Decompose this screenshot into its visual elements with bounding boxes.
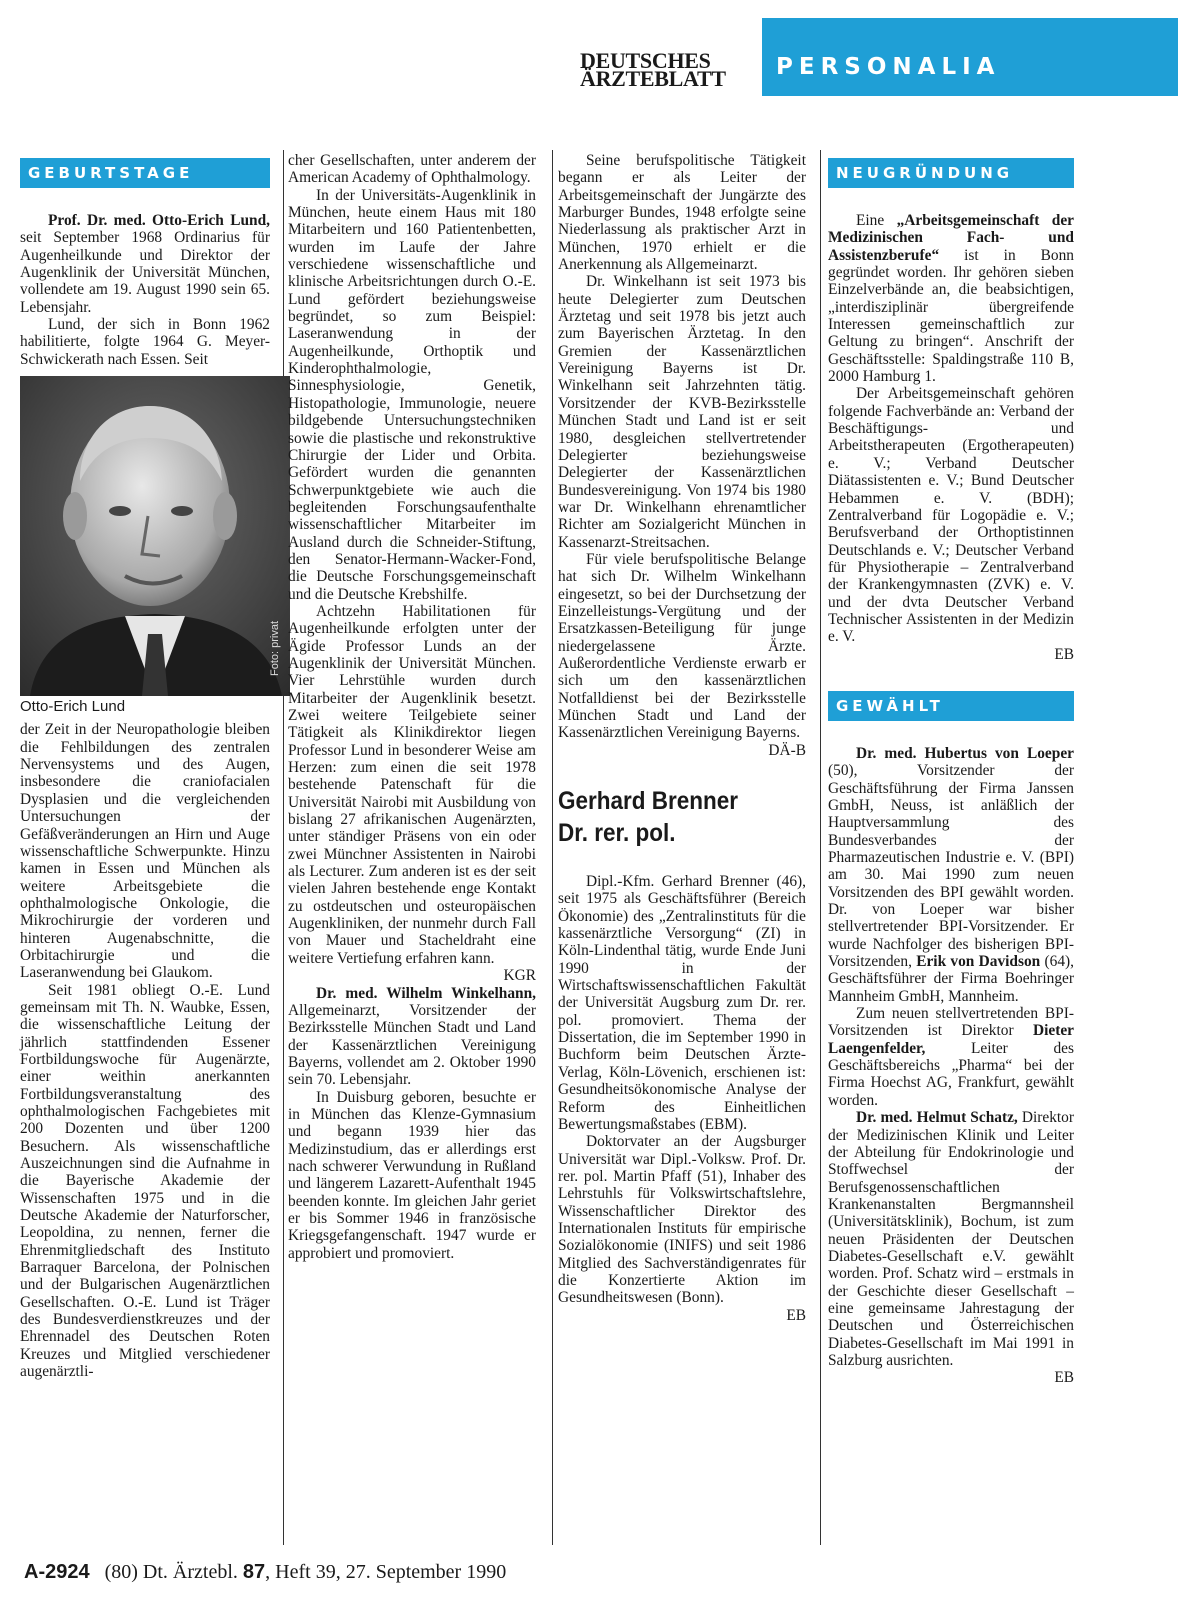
column-divider: [283, 150, 284, 1545]
page-number: A-2924: [24, 1561, 90, 1583]
paragraph: Eine „Arbeitsgemeinschaft der Medizinischen Fach- und Assistenzberufe“ ist in Bonn gegründet worden. Ihr gehören sieben Einzelverbände an, die beabsichtigen, „interdisziplinär übergreifende Interessen gemeinschaftlich zur Geltung zu bringen“. Anschrift der Geschäftsstelle: Spaldingstraße 110 B, 2000 Hamburg 1.: [828, 212, 1074, 386]
paragraph: Dr. med. Wilhelm Winkelhann, Allgemeinarzt, Vorsitzender der Bezirksstelle München Stadt und Land der Kassenärztlichen Vereinigung Bayerns, vollendet am 2. Oktober 1990 sein 70. Lebensjahr.: [288, 984, 536, 1089]
column-2: [288, 152, 536, 1262]
section-header-neugruendung: NEUGRÜNDUNG: [828, 158, 1074, 188]
person-name: Dieter Laengenfelder,: [828, 1022, 1074, 1057]
column-divider: [820, 150, 821, 1545]
paragraph: Seit 1981 obliegt O.-E. Lund gemeinsam mit Th. N. Waubke, Essen, die wissenschaftliche Leitung der jährlich stattfindenden Essener Fortbildungswoche für Augenärzte, einer weithin anerkannten Fortbildungsveranstaltung des ophthalmologischen Fachgebietes mit 200 Dozenten und über 1200 Besuchern. Als wissenschaftliche Auszeichnungen sind die Aufnahme in die Bayerische Akademie der Wissenschaften 1975 und in die Deutsche Akademie der Naturforscher, Leopoldina, zu nennen, ferner die Ehrenmitgliedschaft des Instituto Barraquer Barcelona, der Polnischen und der Bulgarischen Augenärztlichen Gesellschaften. O.-E. Lund ist Träger des Bundesverdienstkreuzes und der Ehrennadel des Deutschen Roten Kreuzes und Mitglied verschiedener augenärztli-: [20, 981, 270, 1381]
paragraph: Zum neuen stellvertretenden BPI-Vorsitzenden ist Direktor Dieter Laengenfelder, Leiter des Geschäftsbereichs „Pharma“ bei der Firma Hoechst AG, Frankfurt, gewählt worden.: [828, 1005, 1074, 1109]
section-header-geburtstage: GEBURTSTAGE: [20, 158, 270, 188]
paragraph: Doktorvater an der Augsburger Universität war Dipl.-Volksw. Prof. Dr. rer. pol. Martin Pfaff (51), Inhaber des Lehrstuhls für Volkswirtschaftslehre, Wissenschaftlicher Direktor des Internationalen Instituts für empirische Sozialökonomie (INIFS) und seit 1986 Mitglied des Sachverständigenrates für die Konzertierte Aktion im Gesundheitswesen (Bonn).: [558, 1133, 806, 1307]
person-name: Dr. med. Hubertus von Loeper: [856, 744, 1074, 762]
person-name: Dr. med. Wilhelm Winkelhann,: [316, 984, 536, 1002]
paragraph: Dr. med. Hubertus von Loeper (50), Vorsitzender der Geschäftsführung der Firma Janssen GmbH, Neuss, ist anläßlich der Hauptversammlung des Bundesverbandes der Pharmazeutischen Industrie e. V. (BPI) am 30. Mai 1990 zum neuen Vorsitzenden des BPI gewählt worden. Dr. von Loeper war bisher stellvertretender BPI-Vorsitzender. Er wurde Nachfolger des bisherigen BPI-Vorsitzenden, Erik von Davidson (64), Geschäftsführer der Firma Boehringer Mannheim GmbH, Mannheim.: [828, 744, 1074, 1005]
column-3: [558, 152, 806, 1324]
paragraph: In Duisburg geboren, besuchte er in München das Klenze-Gymnasium und begann 1939 hier das Medizinstudium, das er allerdings erst nach schwerer Verwundung in Rußland und längerem Lazarett-Aufenthalt 1945 beenden konnte. Im gleichen Jahr geriet er bis Sommer 1946 in französische Kriegsgefangenschaft. 1947 wurde er approbiert und promoviert.: [288, 1088, 536, 1262]
author-signature: KGR: [503, 967, 536, 985]
page-footer: [24, 1561, 506, 1584]
portrait-image: [20, 376, 290, 696]
column-4: [828, 152, 1074, 1387]
paragraph: Dr. med. Helmut Schatz, Direktor der Medizinischen Klinik und Leiter der Abteilung für Endokrinologie und Stoffwechsel der Berufsgenossenschaftlichen Krankenanstalten Bergmannsheil (Universitätsklinik), Bochum, ist zum neuen Präsidenten der Deutschen Diabetes-Gesellschaft e.V. gewählt worden. Prof. Schatz wird – erstmals in der Geschichte dieser Gesellschaft – eine gemeinsame Jahrestagung der Deutschen und Österreichischen Diabetes-Gesellschaft im Mai 1991 in Salzburg ausrichten.: [828, 1109, 1074, 1369]
organization-name: „Arbeitsgemeinschaft der Medizinischen Fach- und Assistenzberufe“: [828, 212, 1074, 264]
section-header-gewaehlt: GEWÄHLT: [828, 691, 1074, 721]
person-name: Erik von Davidson: [916, 953, 1041, 971]
issue-info: (80) Dt. Ärztebl.: [104, 1561, 243, 1583]
masthead-line1: DEUTSCHES: [580, 48, 711, 73]
author-signature: DÄ-B: [768, 741, 806, 759]
paragraph: Prof. Dr. med. Otto-Erich Lund, seit September 1968 Ordinarius für Augenheilkunde und Direktor der Augenklinik der Universität München, vollendete am 19. August 1990 sein 65. Lebensjahr.: [20, 212, 270, 316]
column-1: [20, 152, 281, 1381]
paragraph: Seine berufspolitische Tätigkeit begann er als Leiter der Arbeitsgemeinschaft der Jungärzte des Marburger Bundes, 1948 erfolgte seine Niederlassung als praktischer Arzt in München, 1970 erhielt er die Anerkennung als Allgemeinarzt.: [558, 152, 806, 274]
author-signature: EB: [1054, 645, 1074, 663]
paragraph: Für viele berufspolitische Belange hat sich Dr. Wilhelm Winkelhann eingesetzt, so bei der Durchsetzung der Einzelleistungs-Vergütung und der Ersatzkassen-Beteiligung für junge niedergelassene Ärzte. Außerordentliche Verdienste erwarb er sich um den kassenärztlichen Notfalldienst bei der Bezirksstelle München Stadt und Land der Kassenärztlichen Vereinigung Bayerns.: [558, 550, 806, 742]
article-headline: Gerhard Brenner Dr. rer. pol.: [558, 787, 739, 848]
rubric-banner: PERSONALIA: [762, 18, 1178, 96]
person-name: Prof. Dr. med. Otto-Erich Lund,: [48, 212, 270, 229]
paragraph: cher Gesellschaften, unter anderem der American Academy of Ophthalmology.: [288, 152, 536, 187]
masthead-logo: [580, 48, 750, 92]
paragraph: Dipl.-Kfm. Gerhard Brenner (46), seit 1975 als Geschäftsführer (Bereich Ökonomie) des „Zentralinstituts für die kassenärztliche Versorgung“ (ZI) in Köln-Lindenthal tätig, wurde Ende Juni 1990 in der Wirtschaftswissenschaftlichen Fakultät der Universität Augsburg zum Dr. rer. pol. promoviert. Thema der Dissertation, die im September 1990 in Buchform beim Deutschen Ärzte-Verlag, Köln-Lövenich, erschienen ist: Gesundheitsökonomische Analyse der Reform des Einheitlichen Bewertungsmaßstabes (EBM).: [558, 873, 806, 1133]
paragraph: Der Arbeitsgemeinschaft gehören folgende Fachverbände an: Verband der Beschäftigungs- und Arbeitstherapeuten (Ergotherapeuten) e. V.; Verband Deutscher Diätassistenten e. V.; Bund Deutscher Hebammen e. V. (BDH); Zentralverband für Logopädie e. V.; Berufsverband der Orthoptistinnen Deutschlands e. V.; Deutscher Verband für Physiotherapie – Zentralverband der Krankengymnasten (ZVK) e. V. und der dvta Deutscher Verband Technischer Assistenten in der Medizin e. V.: [828, 385, 1074, 646]
photo-caption: Otto-Erich Lund: [20, 698, 126, 716]
paragraph: In der Universitäts-Augenklinik in München, heute einem Haus mit 180 Mitarbeitern und 160 Patientenbetten, wurden im Laufe der Jahre verschiedene wissenschaftliche und klinische Arbeitsrichtungen durch O.-E. Lund gefördert beziehungsweise begründet, so zum Beispiel: Laseranwendung in der Augenheilkunde, Orthoptik und Kinderophthalmologie, Sinnesphysiologie, Genetik, Histopathologie, Immunologie, neuere bildgebende Untersuchungstechniken sowie die plastische und rekonstruktive Chirurgie der Lider und Orbita. Gefördert wurden die genannten Schwerpunktgebiete wie auch die begleitenden Forschungsaufenthalte wissenschaftlicher Mitarbeiter im Ausland durch die Schneider-Stiftung, den Senator-Hermann-Wacker-Fond, die Deutsche Forschungsgemeinschaft und die Deutsche Krebshilfe.: [288, 186, 536, 603]
paragraph: der Zeit in der Neuropathologie bleiben die Fehlbildungen des zentralen Nervensystems und des Augen, insbesondere die craniofacialen Dysplasien und die vergleichenden Untersuchungen der Gefäßveränderungen an Hirn und Auge wissenschaftliche Schwerpunkte. Hinzu kamen in Essen und München als weitere Arbeitsgebiete die ophthalmologische Onkologie, die Mikrochirurgie der vorderen und hinteren Augenabschnitte, die Orbitachirurgie und die Laseranwendung bei Glaukom.: [20, 721, 270, 982]
paragraph: Dr. Winkelhann ist seit 1973 bis heute Delegierter zum Deutschen Ärztetag und seit 1978 bis jetzt auch zum Bayerischen Ärztetag. In den Gremien der Kassenärztlichen Vereinigung Bayerns ist Dr. Winkelhann seit Jahrzehnten tätig. Vorsitzender der KVB-Bezirksstelle München Stadt und Land ist er seit 1980, desgleichen stellvertretender Delegierter beziehungsweise Delegierter der Kassenärztlichen Bundesvereinigung. Von 1974 bis 1980 war Dr. Winkelhann ehrenamtlicher Richter am Sozialgericht München in Kassenarzt-Streitsachen.: [558, 273, 806, 551]
author-signature: EB: [786, 1306, 806, 1324]
masthead-line2: ÄRZTEBLATT: [580, 66, 726, 91]
issue-date: , Heft 39, 27. September 1990: [265, 1561, 507, 1583]
paragraph: Lund, der sich in Bonn 1962 habilitierte, folgte 1964 G. Meyer-Schwickerath nach Essen. Seit: [20, 316, 270, 368]
paragraph: Achtzehn Habilitationen für Augenheilkunde erfolgten unter der Ägide Professor Lunds an der Augenklinik der Universität München. Vier Lehrstühle wurden durch Mitarbeiter der Augenklinik besetzt. Zwei weitere Teilgebiete seiner Tätigkeit als Klinikdirektor liegen Professor Lund in besonderer Weise am Herzen: zum einen die seit 1978 bestehende Patenschaft für die Universität Nairobi mit Ausbildung von bislang 27 afrikanischen Augenärzten, unter ständiger Präsens von ein oder zwei Münchner Assistenten in Nairobi als Lecturer. Zum anderen ist es der seit vielen Jahren bestehende enge Kontakt zu ostdeutschen und osteuropäischen Augenkliniken, der nunmehr durch Fall von Mauer und Stacheldraht eine weitere Vertiefung erfahren kann.: [288, 602, 536, 967]
person-name: Dr. med. Helmut Schatz,: [856, 1109, 1018, 1127]
column-divider: [552, 150, 553, 1545]
photo-credit: Foto: privat: [269, 621, 281, 677]
portrait-photo: [20, 376, 290, 696]
volume-number: 87: [242, 1561, 266, 1583]
author-signature: EB: [1054, 1369, 1074, 1387]
